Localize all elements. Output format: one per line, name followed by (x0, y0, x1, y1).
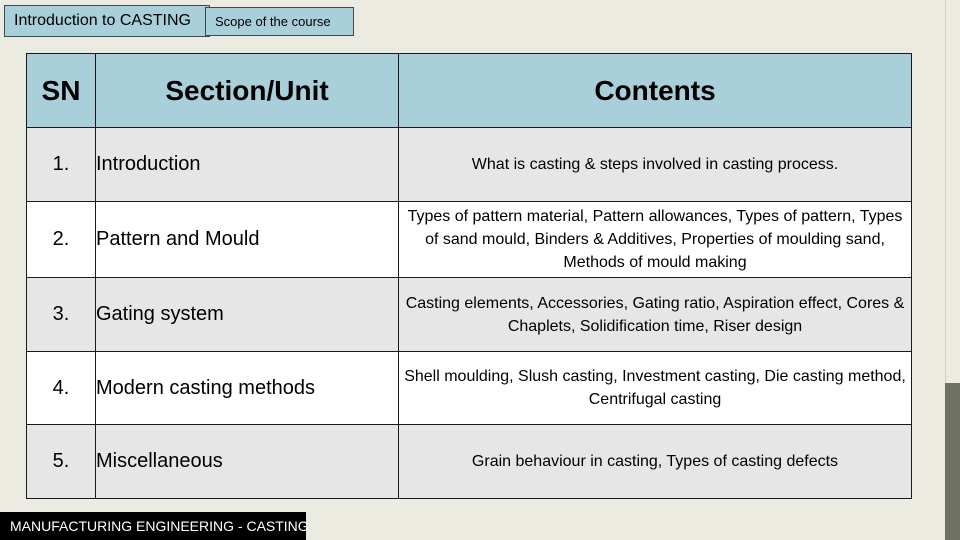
row-section: Miscellaneous (96, 425, 399, 499)
table-row (27, 278, 912, 352)
table-row (27, 425, 912, 499)
table-row (27, 128, 912, 202)
tab-scope-of-the-course[interactable]: Scope of the course (205, 7, 354, 36)
side-accent-bar-dark (945, 383, 960, 540)
row-section: Gating system (96, 278, 399, 352)
row-section: Modern casting methods (96, 352, 399, 425)
row-sn: 2. (27, 202, 96, 278)
table-row (27, 202, 912, 278)
header-section-unit: Section/Unit (96, 54, 399, 128)
header-contents: Contents (399, 54, 912, 128)
side-accent-bar (945, 0, 960, 383)
row-sn: 5. (27, 425, 96, 499)
table-row (27, 352, 912, 425)
course-scope-table (26, 53, 912, 499)
header-sn: SN (27, 54, 96, 128)
row-contents: Casting elements, Accessories, Gating ratio, Aspiration effect, Cores & Chaplets, Solidification time, Riser design (399, 278, 912, 352)
tab-introduction-to-casting[interactable]: Introduction to CASTING (4, 5, 210, 37)
row-sn: 1. (27, 128, 96, 202)
row-contents: Grain behaviour in casting, Types of casting defects (399, 425, 912, 499)
footer-course-title: MANUFACTURING ENGINEERING - CASTING (0, 512, 306, 540)
row-sn: 4. (27, 352, 96, 425)
table-header-row (27, 54, 912, 128)
row-sn: 3. (27, 278, 96, 352)
row-section: Pattern and Mould (96, 202, 399, 278)
row-contents: Shell moulding, Slush casting, Investment casting, Die casting method, Centrifugal casting (399, 352, 912, 425)
row-contents: What is casting & steps involved in casting process. (399, 128, 912, 202)
row-section: Introduction (96, 128, 399, 202)
row-contents: Types of pattern material, Pattern allowances, Types of pattern, Types of sand mould, Binders & Additives, Properties of moulding sand, Methods of mould making (399, 202, 912, 278)
